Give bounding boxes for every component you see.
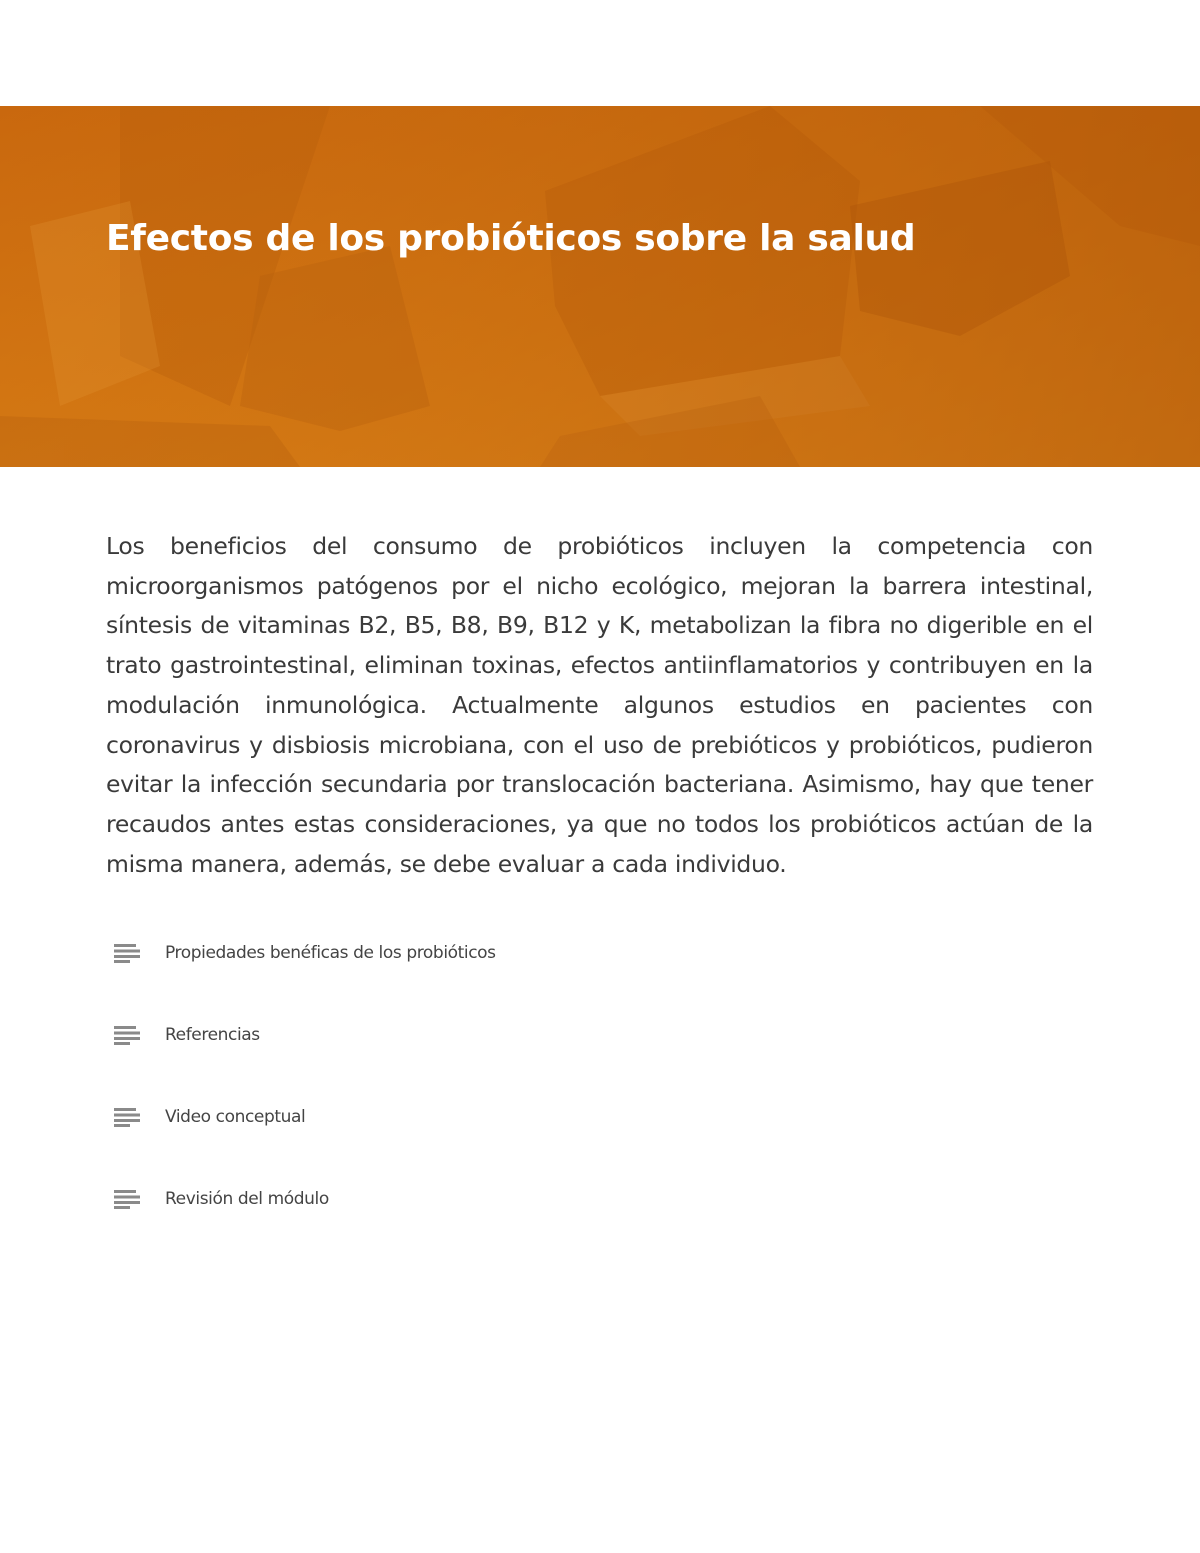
toc-item-label: Revisión del módulo xyxy=(165,1189,329,1209)
toc-item-video-conceptual[interactable] xyxy=(114,1094,496,1140)
toc-item-label: Video conceptual xyxy=(165,1107,306,1127)
header-banner xyxy=(0,106,1200,467)
toc-item-revision-modulo[interactable] xyxy=(114,1176,496,1222)
toc-item-label: Referencias xyxy=(165,1025,260,1045)
table-of-contents xyxy=(114,930,496,1258)
text-lines-icon xyxy=(114,943,140,963)
text-lines-icon xyxy=(114,1025,140,1045)
toc-item-label: Propiedades benéficas de los probióticos xyxy=(165,943,496,963)
text-lines-icon xyxy=(114,1107,140,1127)
text-lines-icon xyxy=(114,1189,140,1209)
toc-item-referencias[interactable] xyxy=(114,1012,496,1058)
body-paragraph: Los beneficios del consumo de probióticos incluyen la competencia con microorganismos patógenos por el nicho ecológico, mejoran la barrera intestinal, síntesis de vitaminas B2, B5, B8, B9, B12 y K, metabolizan la fibra no digerible en el trato gastrointestinal, eliminan toxinas, efectos antiinflamatorios y contribuyen en la modulación inmunológica. Actualmente algunos estudios en pacientes con coronavirus y disbiosis microbiana, con el uso de prebióticos y probióticos, pudieron evitar la infección secundaria por translocación bacteriana. Asimismo, hay que tener recaudos antes estas consideraciones, ya que no todos los probióticos actúan de la misma manera, además, se debe evaluar a cada individuo. xyxy=(106,532,1093,878)
banner-background-image xyxy=(0,106,1200,467)
toc-item-propiedades[interactable] xyxy=(114,930,496,976)
page-title: Efectos de los probióticos sobre la salud xyxy=(106,218,916,259)
